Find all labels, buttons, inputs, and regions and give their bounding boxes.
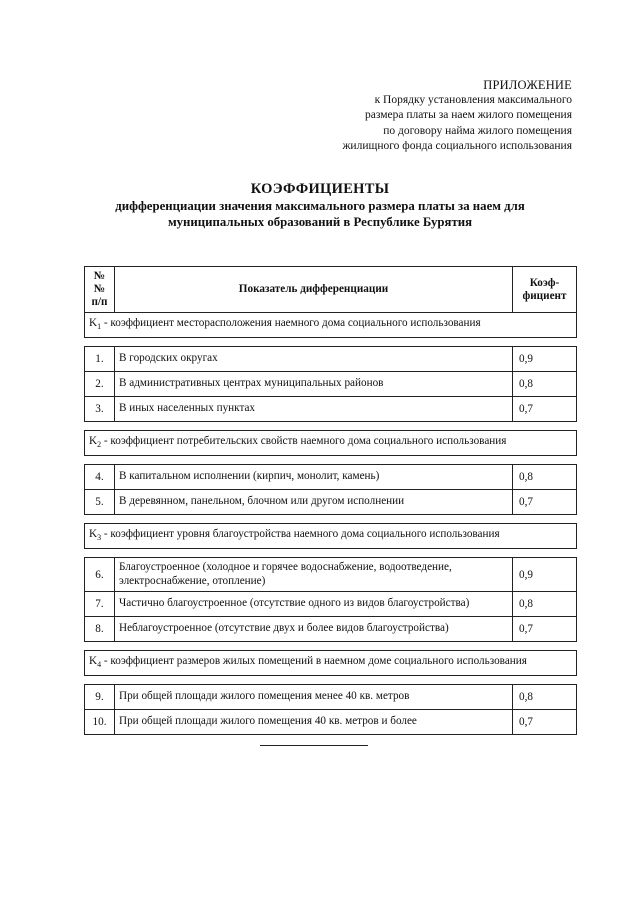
spacer-cell (85, 642, 577, 651)
header-indicator: Показатель дифференциации (115, 267, 513, 313)
row-indicator: Частично благоустроенное (отсутствие одного из видов благоустройства) (115, 592, 513, 617)
row-indicator: В городских округах (115, 347, 513, 372)
row-number: 5. (85, 490, 115, 515)
group-heading (85, 431, 577, 456)
table-row (85, 710, 577, 735)
row-coefficient: 0,8 (513, 372, 577, 397)
row-coefficient: 0,7 (513, 490, 577, 515)
row-number: 3. (85, 397, 115, 422)
appendix-block (342, 78, 572, 154)
table-row (85, 372, 577, 397)
row-coefficient: 0,8 (513, 685, 577, 710)
group-letter: K (89, 316, 98, 329)
table-row (85, 617, 577, 642)
group-index: 1 (97, 321, 102, 331)
appendix-line: размера платы за наем жилого помещения (365, 109, 572, 122)
end-rule (260, 745, 368, 746)
appendix-line: к Порядку установления максимального (374, 94, 572, 107)
table-row (85, 465, 577, 490)
coefficients-table (84, 266, 577, 743)
row-number: 9. (85, 685, 115, 710)
row-indicator: В деревянном, панельном, блочном или другом исполнении (115, 490, 513, 515)
spacer-row (85, 735, 577, 744)
table-row (85, 685, 577, 710)
spacer-cell (85, 735, 577, 744)
spacer-row (85, 515, 577, 524)
spacer-row (85, 676, 577, 685)
spacer-row (85, 642, 577, 651)
group-letter: K (89, 654, 98, 667)
spacer-cell (85, 549, 577, 558)
table-body (85, 313, 577, 744)
row-coefficient: 0,9 (513, 558, 577, 592)
row-number: 2. (85, 372, 115, 397)
row-indicator: Неблагоустроенное (отсутствие двух и более видов благоустройства) (115, 617, 513, 642)
group-text: - коэффициент уровня благоустройства наемного дома социального использования (101, 527, 500, 540)
table-row (85, 397, 577, 422)
appendix-heading: ПРИЛОЖЕНИЕ (483, 78, 572, 92)
table-row (85, 347, 577, 372)
group-text: - коэффициент месторасположения наемного дома социального использования (101, 316, 481, 329)
title-line: муниципальных образований в Республике Бурятия (167, 215, 473, 229)
header-coef: Коэф-фициент (513, 267, 577, 313)
group-heading (85, 313, 577, 338)
row-coefficient: 0,9 (513, 347, 577, 372)
spacer-cell (85, 422, 577, 431)
group-index: 2 (97, 439, 102, 449)
table-row (85, 558, 577, 592)
group-letter: K (89, 434, 98, 447)
spacer-cell (85, 515, 577, 524)
table-row (85, 490, 577, 515)
group-text: - коэффициент потребительских свойств наемного дома социального использования (101, 434, 507, 447)
row-number: 7. (85, 592, 115, 617)
row-indicator: В иных населенных пунктах (115, 397, 513, 422)
title-line: дифференциации значения максимального размера платы за наем для (115, 199, 525, 213)
group-row (85, 431, 577, 456)
row-number: 6. (85, 558, 115, 592)
row-coefficient: 0,8 (513, 465, 577, 490)
row-indicator: Благоустроенное (холодное и горячее водоснабжение, водоотведение, электроснабжение, отопление) (115, 558, 513, 592)
group-row (85, 313, 577, 338)
group-letter: K (89, 527, 98, 540)
row-coefficient: 0,7 (513, 397, 577, 422)
spacer-cell (85, 338, 577, 347)
row-indicator: При общей площади жилого помещения 40 кв. метров и более (115, 710, 513, 735)
spacer-cell (85, 676, 577, 685)
row-coefficient: 0,8 (513, 592, 577, 617)
group-text: - коэффициент размеров жилых помещений в наемном доме социального использования (101, 654, 527, 667)
row-coefficient: 0,7 (513, 710, 577, 735)
spacer-row (85, 456, 577, 465)
row-coefficient: 0,7 (513, 617, 577, 642)
spacer-row (85, 549, 577, 558)
group-heading (85, 651, 577, 676)
appendix-line: по договору найма жилого помещения (383, 124, 572, 137)
group-index: 3 (97, 532, 102, 542)
row-indicator: При общей площади жилого помещения менее 40 кв. метров (115, 685, 513, 710)
row-indicator: В капитальном исполнении (кирпич, монолит, камень) (115, 465, 513, 490)
group-row (85, 524, 577, 549)
row-number: 1. (85, 347, 115, 372)
group-row (85, 651, 577, 676)
row-number: 8. (85, 617, 115, 642)
title-main: КОЭФФИЦИЕНТЫ (250, 181, 390, 197)
document-title (70, 180, 570, 230)
table-header-row (85, 267, 577, 313)
table-row (85, 592, 577, 617)
group-heading (85, 524, 577, 549)
header-num: №№ п/п (85, 267, 115, 313)
row-number: 4. (85, 465, 115, 490)
row-indicator: В административных центрах муниципальных районов (115, 372, 513, 397)
spacer-row (85, 338, 577, 347)
appendix-line: жилищного фонда социального использования (342, 139, 572, 152)
row-number: 10. (85, 710, 115, 735)
spacer-cell (85, 456, 577, 465)
group-index: 4 (97, 659, 102, 669)
spacer-row (85, 422, 577, 431)
